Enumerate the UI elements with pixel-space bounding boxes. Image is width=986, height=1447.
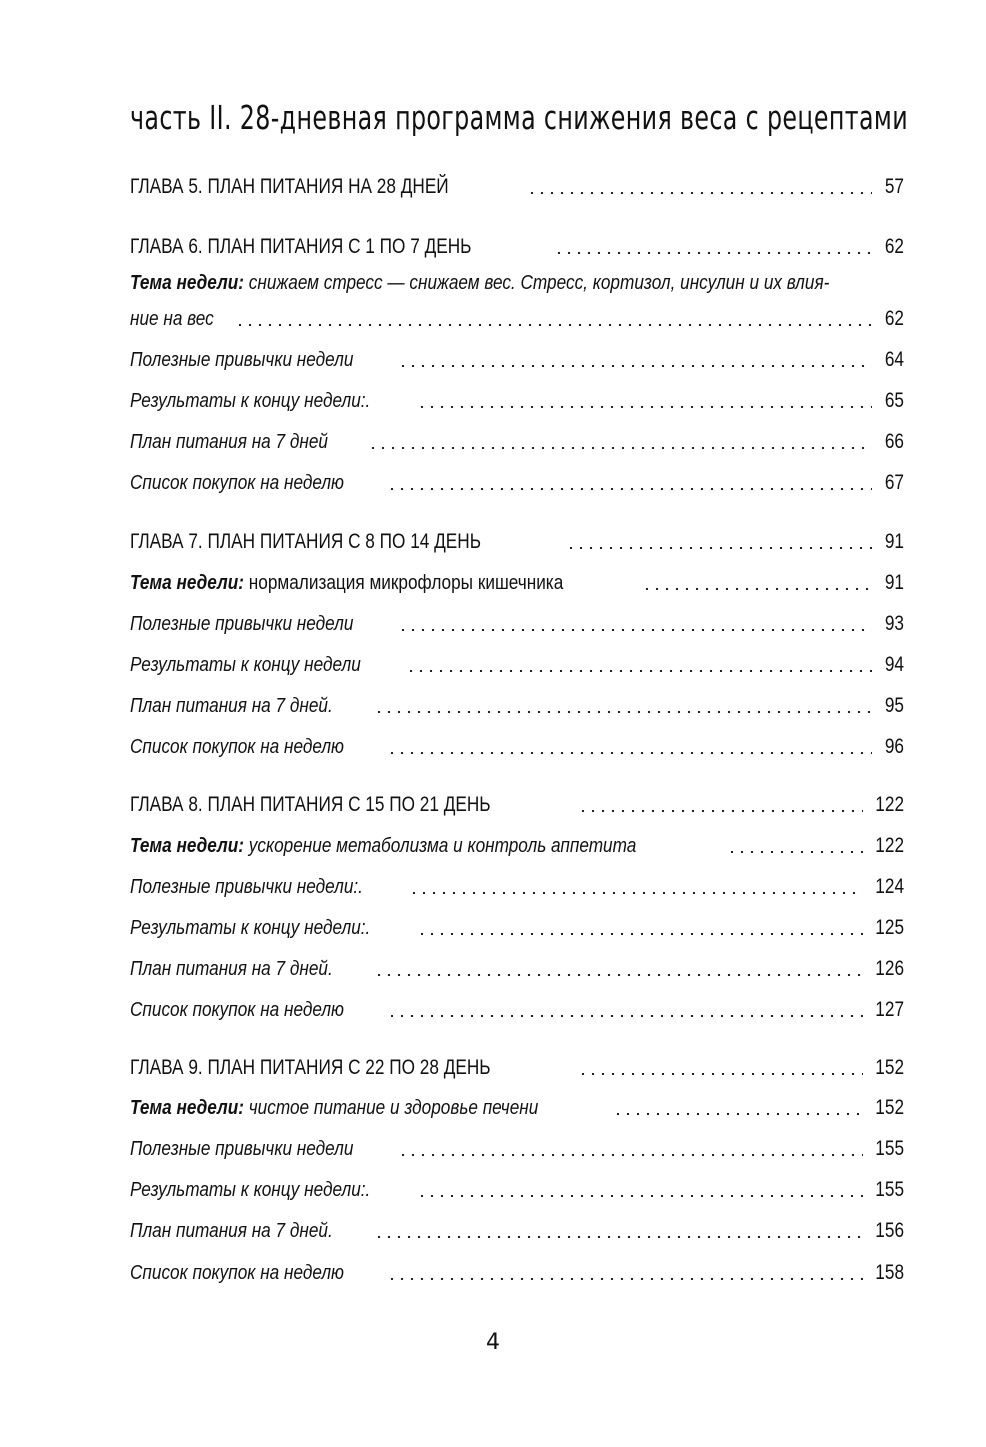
toc-item[interactable]	[130, 1214, 904, 1244]
toc-item[interactable]	[130, 689, 904, 719]
page-ref: 64	[884, 348, 904, 371]
item-label: Список покупок на неделю	[130, 999, 344, 1021]
dot-leader	[554, 252, 872, 254]
page-ref: 126	[875, 957, 904, 980]
theme-text: ускорение метаболизма и контроль аппетита	[244, 835, 637, 857]
item-label: План питания на 7 дней.	[130, 695, 333, 717]
chapter-label: ГЛАВА 6. ПЛАН ПИТАНИЯ С 1 ПО 7 ДЕНЬ	[130, 235, 472, 258]
theme-text-cont: ние на вес	[130, 308, 214, 330]
theme-text: нормализация микрофлоры кишечника	[244, 572, 564, 594]
toc-theme-8[interactable]	[130, 829, 904, 859]
dot-leader	[613, 1113, 863, 1115]
dot-leader	[374, 1236, 863, 1238]
dot-leader	[374, 974, 863, 976]
dot-leader	[417, 933, 863, 935]
page-ref: 152	[875, 1096, 904, 1119]
dot-leader	[235, 324, 872, 326]
toc-item[interactable]	[130, 870, 904, 900]
dot-leader	[409, 892, 863, 894]
part-title: часть II. 28-дневная программа снижения веса с рецептами	[130, 98, 909, 137]
toc-item[interactable]	[130, 1256, 904, 1286]
page-number: 4	[486, 1330, 500, 1355]
dot-leader	[417, 1195, 863, 1197]
toc-chapter-9[interactable]	[130, 1051, 904, 1081]
chapter-label: ГЛАВА 5. ПЛАН ПИТАНИЯ НА 28 ДНЕЙ	[130, 175, 449, 198]
item-label: Полезные привычки недели	[130, 1138, 354, 1160]
toc-item[interactable]	[130, 1132, 904, 1162]
dot-leader	[406, 670, 872, 672]
dot-leader	[398, 365, 872, 367]
item-label: Список покупок на неделю	[130, 736, 344, 758]
item-label: План питания на 7 дней.	[130, 958, 333, 980]
page-ref: 95	[884, 694, 904, 717]
page-ref: 62	[884, 235, 904, 258]
page-ref: 57	[884, 175, 904, 198]
page-ref: 66	[884, 430, 904, 453]
toc-item[interactable]	[130, 343, 904, 373]
dot-leader	[727, 851, 863, 853]
toc-theme-6-line2[interactable]	[130, 302, 904, 332]
item-label: План питания на 7 дней	[130, 431, 328, 453]
theme-prefix: Тема недели:	[130, 835, 245, 857]
item-label: Результаты к концу недели:.	[130, 917, 371, 939]
theme-prefix: Тема недели:	[130, 1097, 245, 1119]
toc-item[interactable]	[130, 993, 904, 1023]
toc-item[interactable]	[130, 911, 904, 941]
chapter-label: ГЛАВА 9. ПЛАН ПИТАНИЯ С 22 ПО 28 ДЕНЬ	[130, 1056, 491, 1079]
page-ref: 62	[884, 307, 904, 330]
toc-item[interactable]	[130, 466, 904, 496]
toc-chapter-6[interactable]	[130, 230, 904, 260]
page-ref: 122	[875, 834, 904, 857]
page-ref: 124	[875, 875, 904, 898]
dot-leader	[566, 547, 872, 549]
dot-leader	[578, 1073, 863, 1075]
chapter-label: ГЛАВА 8. ПЛАН ПИТАНИЯ С 15 ПО 21 ДЕНЬ	[130, 793, 491, 816]
page-ref: 91	[884, 530, 904, 553]
item-label: Полезные привычки недели:.	[130, 876, 363, 898]
toc-item[interactable]	[130, 952, 904, 982]
toc-theme-9[interactable]	[130, 1091, 904, 1121]
theme-prefix: Тема недели:	[130, 272, 245, 294]
page-ref: 152	[875, 1056, 904, 1079]
toc-chapter-7[interactable]	[130, 525, 904, 555]
dot-leader	[527, 192, 872, 194]
dot-leader	[398, 629, 872, 631]
page-ref: 155	[875, 1137, 904, 1160]
toc-chapter-8[interactable]	[130, 788, 904, 818]
toc-item[interactable]	[130, 607, 904, 637]
toc-theme-7[interactable]	[130, 566, 904, 596]
item-label: Список покупок на неделю	[130, 1262, 344, 1284]
item-label: Список покупок на неделю	[130, 472, 344, 494]
page-ref: 94	[884, 653, 904, 676]
dot-leader	[398, 1154, 863, 1156]
toc-item[interactable]	[130, 1173, 904, 1203]
page-ref: 158	[875, 1261, 904, 1284]
dot-leader	[387, 1278, 863, 1280]
toc-item[interactable]	[130, 730, 904, 760]
theme-prefix: Тема недели:	[130, 572, 245, 594]
item-label: Результаты к концу недели:.	[130, 1179, 371, 1201]
page-ref: 156	[875, 1219, 904, 1242]
page-ref: 93	[884, 612, 904, 635]
item-label: План питания на 7 дней.	[130, 1220, 333, 1242]
page-ref: 127	[875, 998, 904, 1021]
page-ref: 65	[884, 389, 904, 412]
theme-text: снижаем стресс — снижаем вес. Стресс, кортизол, инсулин и их влия-	[244, 272, 830, 294]
toc-item[interactable]	[130, 425, 904, 455]
page-ref: 67	[884, 471, 904, 494]
dot-leader	[387, 1015, 863, 1017]
dot-leader	[642, 588, 872, 590]
dot-leader	[417, 406, 872, 408]
page-ref: 122	[875, 793, 904, 816]
theme-text: чистое питание и здоровье печени	[244, 1097, 539, 1119]
chapter-label: ГЛАВА 7. ПЛАН ПИТАНИЯ С 8 ПО 14 ДЕНЬ	[130, 530, 482, 553]
dot-leader	[578, 810, 863, 812]
toc-item[interactable]	[130, 648, 904, 678]
item-label: Результаты к концу недели	[130, 654, 361, 676]
dot-leader	[387, 488, 872, 490]
item-label: Результаты к концу недели:.	[130, 390, 371, 412]
page-ref: 155	[875, 1178, 904, 1201]
item-label: Полезные привычки недели	[130, 613, 354, 635]
page-ref: 96	[884, 735, 904, 758]
dot-leader	[374, 711, 872, 713]
toc-item[interactable]	[130, 384, 904, 414]
page-ref: 91	[884, 571, 904, 594]
item-label: Полезные привычки недели	[130, 349, 354, 371]
toc-theme-6-line1[interactable]	[130, 272, 904, 295]
toc-chapter-5[interactable]	[130, 170, 904, 200]
dot-leader	[368, 447, 872, 449]
dot-leader	[387, 752, 872, 754]
page-ref: 125	[875, 916, 904, 939]
